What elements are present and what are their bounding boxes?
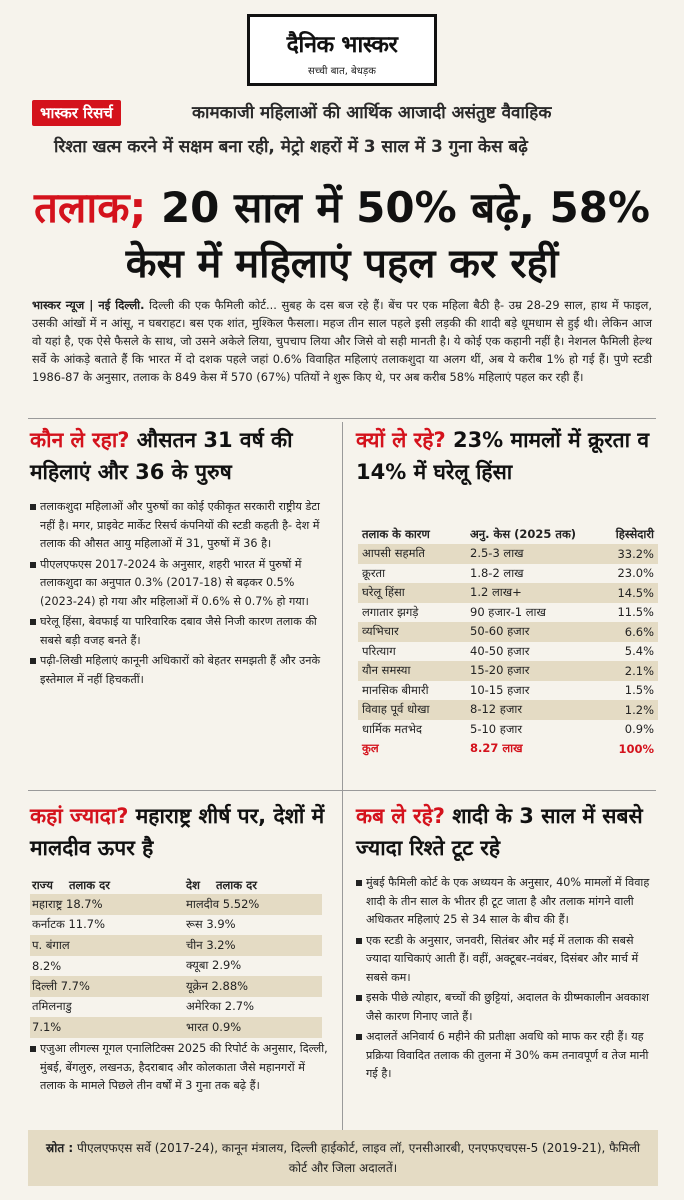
why-title-red: क्यों ले रहे?	[356, 428, 446, 452]
kicker-line-1: कामकाजी महिलाओं की आर्थिक आजादी असंतुष्ट वैवाहिक	[192, 103, 552, 123]
table-row	[358, 642, 658, 662]
cell: 40-50 हजार	[470, 643, 530, 658]
cell: 10-15 हजार	[470, 682, 530, 697]
headline-rest: 20 साल में 50% बढ़े, 58%	[146, 183, 651, 232]
intro-paragraph	[32, 296, 652, 386]
cell: अमेरिका 2.7%	[186, 999, 255, 1014]
cell: 1.8-2 लाख	[470, 565, 524, 580]
table-row	[30, 956, 322, 977]
table-row	[358, 681, 658, 701]
when-title-red: कब ले रहे?	[356, 804, 445, 828]
table-row	[358, 603, 658, 623]
table-row	[358, 622, 658, 642]
cell: 100%	[618, 741, 654, 756]
table-total-row	[358, 739, 658, 759]
column-divider	[342, 422, 343, 1138]
cell: 0.9%	[624, 722, 654, 737]
cell: धार्मिक मतभेद	[362, 721, 423, 736]
when-title	[356, 800, 661, 864]
header-rate: तलाक दर	[215, 877, 257, 892]
table-row	[358, 720, 658, 740]
cell: कुल	[362, 741, 379, 756]
header-cell: हिस्सेदारी	[615, 526, 654, 541]
header-cell: अनु. केस (2025 तक)	[470, 526, 577, 541]
who-title-red: कौन ले रहा?	[30, 428, 130, 452]
cell: लगातार झगड़े	[362, 604, 419, 619]
cell: 15-20 हजार	[470, 663, 530, 678]
cell: 1.5%	[624, 683, 654, 698]
when-title-rest: शादी के 3 साल में सबसे ज्यादा रिश्ते टूट रहे	[356, 804, 643, 860]
when-bullets	[356, 874, 658, 1086]
masthead-name: दैनिक भास्कर	[286, 32, 398, 58]
cell: यौन समस्या	[362, 663, 411, 678]
cell: भारत 0.9%	[186, 1019, 242, 1034]
table-row	[358, 661, 658, 681]
list-item: एजुआ लीगल्स गूगल एनालिटिक्स 2025 की रिपोर्ट के अनुसार, दिल्ली, मुंबई, बेंगलुरु, लखनऊ, हैदराबाद और कोलकाता जैसे महानगरों में तलाक के मामले पिछले तीन वर्षों में 3 गुना तक बढ़े हैं।	[30, 1040, 330, 1096]
source-text: पीएलएफएस सर्वे (2017-24), कानून मंत्रालय, दिल्ली हाईकोर्ट, लाइव लॉ, एनसीआरबी, एनएफएचएस-5 (2019-21), फैमिली कोर्ट और जिला अदालतें।	[73, 1141, 640, 1175]
list-item: अदालतें अनिवार्य 6 महीने की प्रतीक्षा अवधि को माफ कर रही हैं। यह प्रक्रिया विवादित तलाक की तुलना में 30% कम तनावपूर्ण व तेज मानी गई है।	[356, 1028, 658, 1084]
header-rate: तलाक दर	[68, 877, 110, 892]
table-row	[358, 583, 658, 603]
cell: 1.2%	[624, 702, 654, 717]
cell: 6.6%	[624, 624, 654, 639]
kicker-line-2: रिश्ता खत्म करने में सक्षम बना रही, मेट्रो शहरों में 3 साल में 3 गुना केस बढ़े	[54, 137, 528, 157]
dateline: भास्कर न्यूज | नई दिल्ली.	[32, 298, 145, 312]
cell: घरेलू हिंसा	[362, 585, 405, 600]
headline-line-1	[20, 180, 664, 236]
cell: क्यूबा 2.9%	[186, 958, 242, 973]
who-bullets	[30, 498, 330, 691]
header-cell	[186, 878, 322, 893]
cell: 5.4%	[624, 644, 654, 659]
cell: 23.0%	[617, 566, 654, 581]
where-note	[30, 1040, 330, 1098]
cell: दिल्ली 7.7%	[32, 978, 90, 993]
table-header	[358, 524, 658, 544]
cell: 11.5%	[617, 605, 654, 620]
cell: तमिलनाडु	[32, 999, 72, 1014]
masthead-tagline: सच्ची बात, बेधड़क	[308, 66, 376, 77]
where-title	[30, 800, 335, 864]
who-title-rest: औसतन 31 वर्ष की महिलाएं और 36 के पुरुष	[30, 428, 293, 484]
table-row	[30, 997, 322, 1018]
cell: परित्याग	[362, 643, 396, 658]
cell: महाराष्ट्र 18.7%	[32, 896, 103, 911]
where-title-rest: महाराष्ट्र शीर्ष पर, देशों में मालदीव ऊपर है	[30, 804, 325, 860]
cell: आपसी सहमति	[362, 546, 425, 561]
masthead-logo	[247, 14, 437, 86]
divorce-rate-table	[30, 876, 322, 1038]
cell: 33.2%	[617, 546, 654, 561]
list-item: मुंबई फैमिली कोर्ट के एक अध्ययन के अनुसार, 40% मामलों में विवाह शादी के तीन साल के भीतर ही टूट जाता है और तलाक मांगने वाली अधिकतर महिलाएं 25 से 34 साल के बीच की हैं।	[356, 874, 658, 930]
cell: 50-60 हजार	[470, 624, 530, 639]
table-row	[358, 544, 658, 564]
cell: विवाह पूर्व धोखा	[362, 702, 430, 717]
cell: 8-12 हजार	[470, 702, 523, 717]
cell: 5-10 हजार	[470, 721, 523, 736]
cell: 7.1%	[32, 1020, 62, 1035]
cell: क्रूरता	[362, 565, 386, 580]
who-title	[30, 424, 335, 488]
headline-line-2: केस में महिलाएं पहल कर रहीं	[125, 241, 559, 287]
divider	[28, 418, 656, 419]
cell: चीन 3.2%	[186, 937, 236, 952]
table-header	[30, 876, 322, 894]
table-row	[30, 915, 322, 936]
header-state: राज्य	[32, 877, 53, 892]
cell: 14.5%	[617, 585, 654, 600]
why-title	[356, 424, 661, 488]
cell: यूक्रेन 2.88%	[186, 978, 249, 993]
list-item: पढ़ी-लिखी महिलाएं कानूनी अधिकारों को बेहतर समझती हैं और उनके इस्तेमाल में नहीं हिचकतीं।	[30, 652, 330, 689]
source-label: स्रोत :	[46, 1141, 74, 1155]
cell: मानसिक बीमारी	[362, 682, 429, 697]
cell: 8.27 लाख	[470, 741, 523, 756]
headline	[20, 180, 664, 292]
cell: व्यभिचार	[362, 624, 399, 639]
list-item: एक स्टडी के अनुसार, जनवरी, सितंबर और मई में तलाक की सबसे ज्यादा याचिकाएं आती हैं। वहीं, अक्टूबर-नवंबर, दिसंबर और मार्च में सबसे कम।	[356, 932, 658, 988]
table-row	[30, 894, 322, 915]
cell: रूस 3.9%	[186, 917, 236, 932]
list-item: इसके पीछे त्योहार, बच्चों की छुट्टियां, अदालत के ग्रीष्मकालीन अवकाश जैसे कारण गिनाए जाते हैं।	[356, 989, 658, 1026]
cell: 2.1%	[624, 663, 654, 678]
table-row	[30, 976, 322, 997]
headline-red: तलाक;	[33, 183, 147, 232]
where-title-red: कहां ज्यादा?	[30, 804, 129, 828]
cell: कर्नाटक 11.7%	[32, 917, 106, 932]
cell: 1.2 लाख+	[470, 585, 522, 600]
header-cell: तलाक के कारण	[362, 526, 430, 541]
header-country: देश	[186, 877, 200, 892]
table-row	[358, 700, 658, 720]
header-cell	[30, 878, 186, 893]
source-footer	[28, 1130, 658, 1186]
kicker	[32, 100, 662, 157]
cell: मालदीव 5.52%	[186, 896, 260, 911]
table-row	[30, 935, 322, 956]
cell: 8.2%	[32, 958, 62, 973]
intro-body: दिल्ली की एक फैमिली कोर्ट... सुबह के दस बज रहे हैं। बेंच पर एक महिला बैठी है- उम्र 28-29 साल, हाथ में फाइल, उसकी आंखों में न आंसू, न घबराहट। बस एक शांत, मुश्किल फैसला। महज तीन साल पहले इसी लड़की की शादी बड़े धूमधाम से हुई थी। लेकिन आज वो यहां है, एक ऐसे फैसले के साथ, जो उसने अकेले लिया, चुपचाप लिया और जिसे वो सही मानती है। ये कोई एक कहानी नहीं है। नेशनल फैमिली हेल्थ सर्वे के आंकड़े बताते हैं कि भारत में दो दशक पहले जहां 0.6% विवाहित महिलाएं तलाकशुदा या अलग थीं, अब ये करीब 1% हो गई हैं। पुणे स्टडी 1986-87 के अनुसार, तलाक के 849 केस में 570 (67%) पतियों ने शुरू किए थे, पर अब करीब 58% महिलाएं पहल कर रही हैं।	[32, 298, 652, 384]
cell: 2.5-3 लाख	[470, 546, 524, 561]
list-item: घरेलू हिंसा, बेवफाई या पारिवारिक दबाव जैसे निजी कारण तलाक की सबसे बड़ी वजह बनते हैं।	[30, 613, 330, 650]
kicker-badge: भास्कर रिसर्च	[32, 100, 121, 126]
list-item: तलाकशुदा महिलाओं और पुरुषों का कोई एकीकृत सरकारी राष्ट्रीय डेटा नहीं है। मगर, प्राइवेट मार्केट रिसर्च कंपनियों की स्टडी कहती है- देश में तलाक की औसत आयु महिलाओं में 31, पुरुषों में 36 है।	[30, 498, 330, 554]
cell: 90 हजार-1 लाख	[470, 604, 546, 619]
table-row	[30, 1017, 322, 1038]
cell: प. बंगाल	[32, 937, 70, 952]
reasons-table	[358, 524, 658, 759]
list-item: पीएलएफएस 2017-2024 के अनुसार, शहरी भारत में पुरुषों में तलाकशुदा का अनुपात 0.3% (2017-18) से बढ़कर 0.5% (2023-24) हो गया और महिलाओं में 0.6% से 0.7% हो गया।	[30, 556, 330, 612]
table-row	[358, 564, 658, 584]
why-title-rest: 23% मामलों में क्रूरता व 14% में घरेलू हिंसा	[356, 428, 650, 484]
